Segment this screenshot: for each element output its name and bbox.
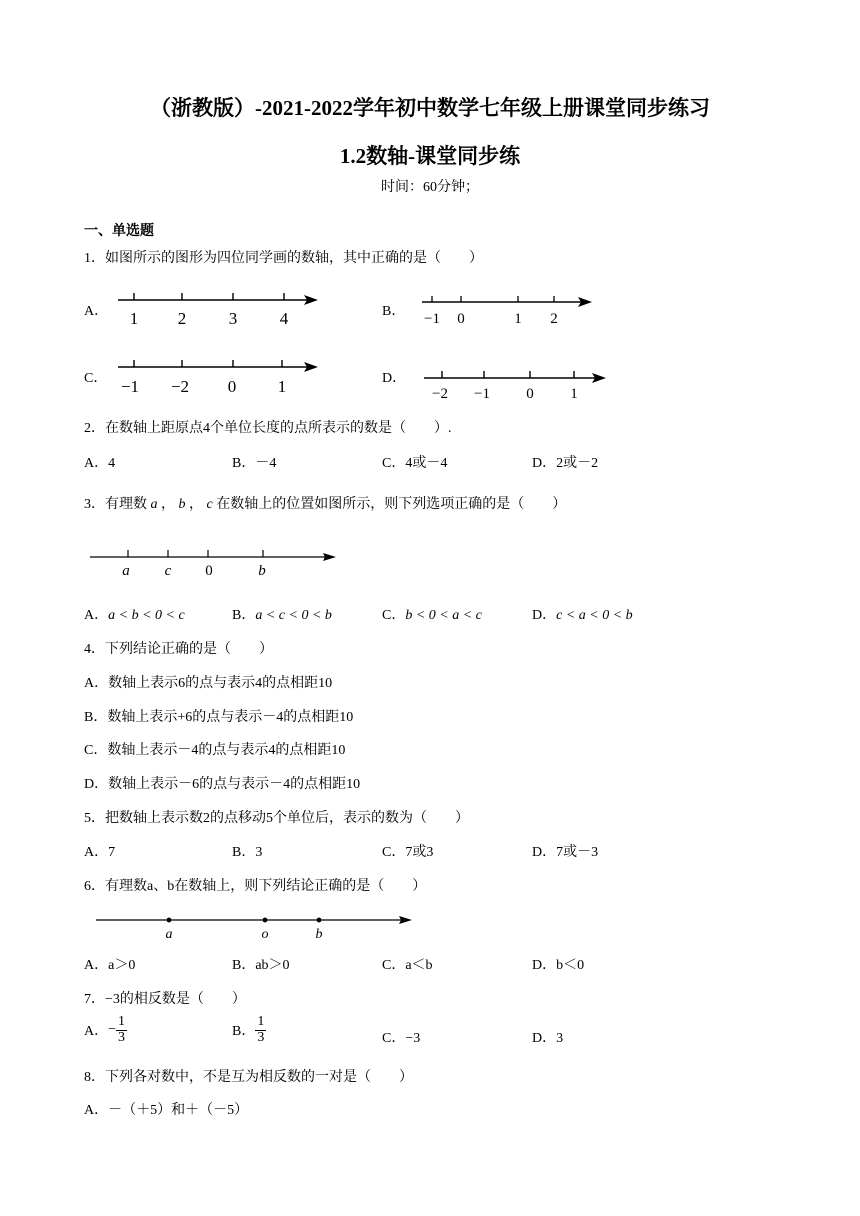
question-6-stem: 6．有理数a、b在数轴上，则下列结论正确的是（ ）: [84, 879, 427, 894]
q3-label-c: c: [164, 563, 172, 579]
q6-label-b: b: [315, 927, 323, 942]
q3-option-a: A．a < b < 0 < c: [84, 608, 185, 623]
q1a-tick-label: 3: [228, 309, 238, 328]
q1-option-b-letter: B．: [382, 304, 406, 319]
q6-option-c: C．a＜b: [382, 958, 433, 973]
document-title-line2: 1.2数轴-课堂同步练: [339, 144, 521, 168]
q6-option-d: D．b＜0: [532, 958, 585, 973]
q4-option-d: D．数轴上表示－6的点与表示－4的点相距10: [84, 777, 361, 792]
q1-option-c-number-line: [112, 352, 322, 398]
q1-option-d-number-line: [420, 362, 610, 402]
question-8-stem: 8．下列各对数中，不是互为相反数的一对是（ ）: [84, 1070, 413, 1085]
q7-option-a: A． − $\frac{1}{3}$: [84, 1014, 126, 1045]
question-1-stem: 1．如图所示的图形为四位同学画的数轴，其中正确的是（ ）: [84, 251, 483, 266]
q4-option-c: C．数轴上表示－4的点与表示4的点相距10: [84, 743, 346, 758]
q2-option-b: B．－4: [232, 456, 277, 471]
q5-option-b: B．3: [232, 845, 263, 860]
q6-option-b: B．ab＞0: [232, 958, 290, 973]
q3-label-a: a: [122, 563, 130, 579]
q1-option-a-number-line: [112, 284, 322, 330]
q2-option-d: D．2或－2: [532, 456, 599, 471]
q7-option-d: D．3: [532, 1031, 564, 1046]
fraction: $\frac{1}{3}$: [118, 1014, 126, 1045]
q4-option-b: B．数轴上表示+6的点与表示－4的点相距10: [84, 710, 354, 725]
q6-label-a: a: [165, 927, 173, 942]
q3-option-d: D．c < a < 0 < b: [532, 608, 633, 623]
document-title-line1: （浙教版）-2021-2022学年初中数学七年级上册课堂同步练习: [150, 96, 710, 120]
q1-option-d-letter: D．: [382, 371, 407, 386]
q1d-tick-label: −2: [432, 386, 448, 402]
q1-option-c-letter: C．: [84, 371, 108, 386]
q7-option-c: C．−3: [382, 1031, 421, 1046]
q5-option-d: D．7或－3: [532, 845, 599, 860]
time-limit: 时间：60分钟；: [381, 180, 479, 195]
question-4-stem: 4．下列结论正确的是（ ）: [84, 642, 273, 657]
question-5-stem: 5．把数轴上表示数2的点移动5个单位后，表示的数为（ ）: [84, 811, 469, 826]
q1c-tick-label: −1: [120, 377, 140, 396]
q1d-tick-label: −1: [474, 386, 490, 402]
q1d-tick-label: 0: [526, 386, 534, 402]
q3-label-b: b: [258, 563, 266, 579]
q1b-tick-label: −1: [424, 311, 440, 327]
q6-option-a: A．a＞0: [84, 958, 136, 973]
q1c-tick-label: 0: [227, 377, 237, 396]
q1b-tick-label: 1: [514, 311, 522, 327]
q3-label-0: 0: [205, 563, 213, 579]
q3-option-b: B．a < c < 0 < b: [232, 608, 332, 623]
section-heading: 一、单选题: [84, 224, 154, 239]
q1a-tick-label: 2: [177, 309, 187, 328]
q2-option-a: A．4: [84, 456, 116, 471]
q1a-tick-label: 4: [279, 309, 289, 328]
q1b-tick-label: 0: [457, 311, 465, 327]
q1a-tick-label: 1: [129, 309, 139, 328]
q6-number-line-figure: [92, 910, 422, 942]
q8-option-a: A．－（＋5）和＋（－5）: [84, 1103, 249, 1118]
question-2-stem: 2．在数轴上距原点4个单位长度的点所表示的数是（ ）.: [84, 421, 452, 436]
q1d-tick-label: 1: [570, 386, 578, 402]
q3-option-c: C．b < 0 < a < c: [382, 608, 482, 623]
q5-option-c: C．7或3: [382, 845, 434, 860]
q4-option-a: A．数轴上表示6的点与表示4的点相距10: [84, 676, 333, 691]
q1-option-b-number-line: [418, 288, 598, 328]
q7-option-b: B． $\frac{1}{3}$: [232, 1014, 265, 1045]
q1b-tick-label: 2: [550, 311, 558, 327]
q2-option-c: C．4或－4: [382, 456, 448, 471]
q6-label-o: o: [261, 927, 269, 942]
q1c-tick-label: −2: [170, 377, 190, 396]
q5-option-a: A．7: [84, 845, 116, 860]
fraction: $\frac{1}{3}$: [257, 1014, 265, 1045]
question-7-stem: 7．−3的相反数是（ ）: [84, 992, 246, 1007]
question-3-stem: 3．有理数 a ， b ， c 在数轴上的位置如图所示，则下列选项正确的是（ ）: [84, 497, 567, 512]
q3-number-line-figure: [86, 544, 346, 580]
q1c-tick-label: 1: [277, 377, 287, 396]
q1-option-a-letter: A．: [84, 304, 109, 319]
